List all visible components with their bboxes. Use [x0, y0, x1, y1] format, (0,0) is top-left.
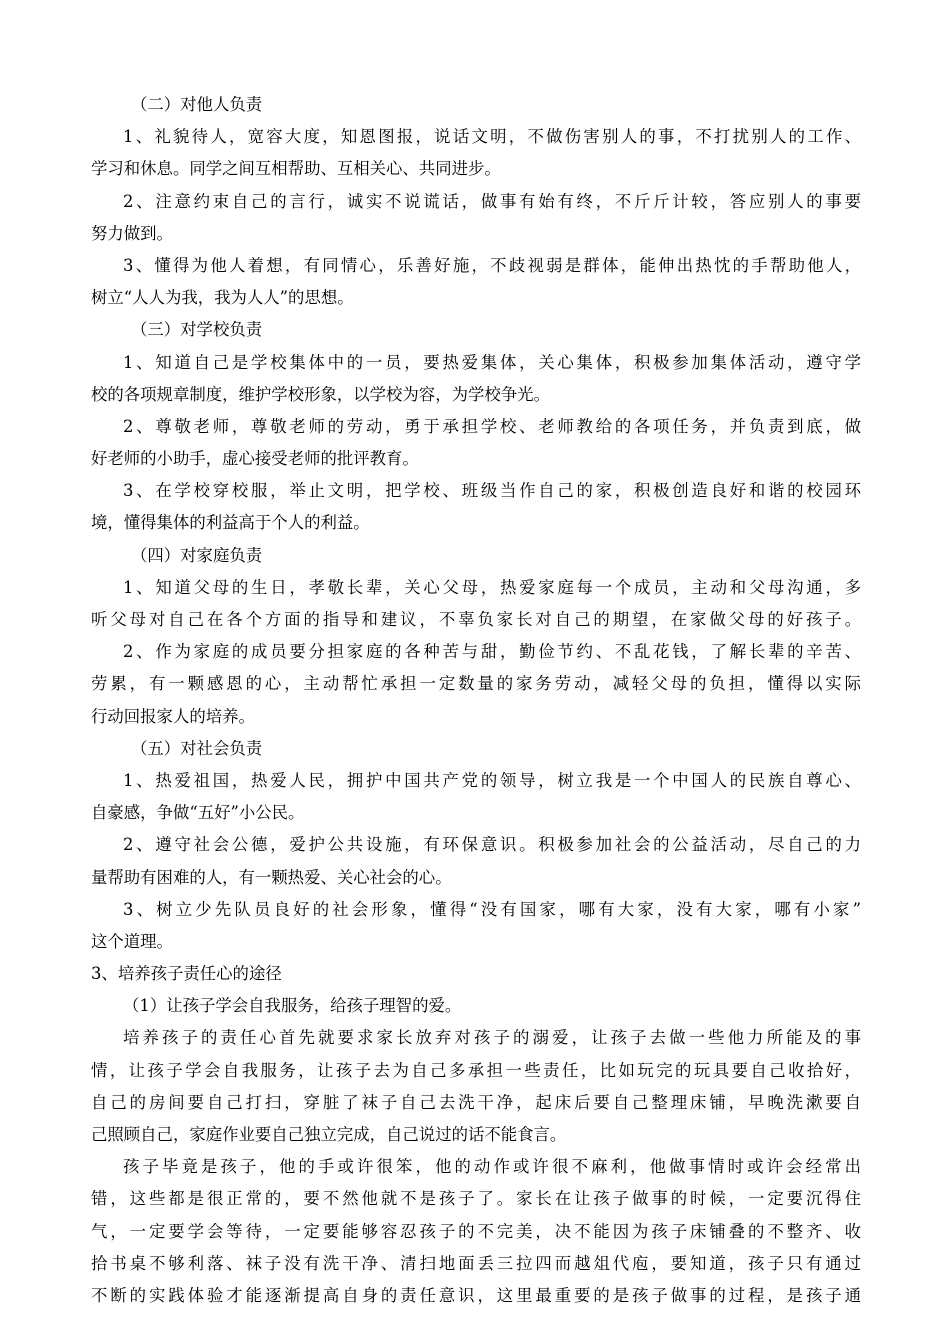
section-heading: （二）对他人负责	[131, 95, 263, 114]
paragraph-line: 好老师的小助手，虚心接受老师的批评教育。	[91, 449, 419, 469]
section-heading: （四）对家庭负责	[131, 545, 263, 565]
paragraph-line: 气，一定要学会等待，一定要能够容忍孩子的不完美，决不能因为孩子床铺叠的不整齐、收	[91, 1221, 861, 1241]
section-heading: （五）对社会负责	[131, 738, 263, 758]
paragraph-line: 境，懂得集体的利益高于个人的利益。	[91, 513, 370, 533]
paragraph-line: （1）让孩子学会自我服务，给孩子理智的爱。	[123, 996, 462, 1016]
paragraph-line: 培养孩子的责任心首先就要求家长放弃对孩子的溺爱，让孩子去做一些他力所能及的事	[123, 1028, 861, 1048]
paragraph-line: 1、知道父母的生日，孝敬长辈，关心父母，热爱家庭每一个成员，主动和父母沟通，多	[123, 577, 861, 597]
document-body	[91, 89, 861, 1312]
paragraph-line: 1、知道自己是学校集体中的一员，要热爱集体，关心集体，积极参加集体活动，遵守学	[123, 352, 861, 372]
paragraph-line: 2、注意约束自己的言行，诚实不说谎话，做事有始有终，不斤斤计较，答应别人的事要	[123, 191, 861, 211]
paragraph-line: 这个道理。	[91, 931, 173, 951]
paragraph-line: 不断的实践体验才能逐渐提高自身的责任意识，这里最重要的是孩子做事的过程，是孩子通	[91, 1285, 861, 1305]
paragraph-line: 行动回报家人的培养。	[91, 706, 255, 726]
paragraph-line: 1、热爱祖国，热爱人民，拥护中国共产党的领导，树立我是一个中国人的民族自尊心、	[123, 770, 861, 790]
paragraph-line: 劳累，有一颗感恩的心，主动帮忙承担一定数量的家务劳动，减轻父母的负担，懂得以实际	[91, 674, 861, 694]
paragraph-line: 2、遵守社会公德，爱护公共设施，有环保意识。积极参加社会的公益活动，尽自己的力	[123, 835, 861, 855]
paragraph-line: 2、作为家庭的成员要分担家庭的各种苦与甜，勤俭节约、不乱花钱，了解长辈的辛苦、	[123, 642, 861, 662]
paragraph-line: 学习和休息。同学之间互相帮助、互相关心、共同进步。	[91, 159, 501, 179]
paragraph-line: 3、懂得为他人着想，有同情心，乐善好施，不歧视弱是群体，能伸出热忱的手帮助他人，	[123, 255, 861, 275]
paragraph-line: 错，这些都是很正常的，要不然他就不是孩子了。家长在让孩子做事的时候，一定要沉得住	[91, 1189, 861, 1209]
paragraph-line: 自己的房间要自己打扫，穿脏了袜子自己去洗干净，起床后要自己整理床铺，早晚洗漱要自	[91, 1092, 861, 1112]
paragraph-line: 听父母对自己在各个方面的指导和建议，不辜负家长对自己的期望，在家做父母的好孩子。	[91, 610, 861, 629]
paragraph-line: 量帮助有困难的人，有一颗热爱、关心社会的心。	[91, 867, 452, 887]
paragraph-line: 孩子毕竟是孩子，他的手或许很笨，他的动作或许很不麻利，他做事情时或许会经常出	[123, 1157, 861, 1177]
section-heading: （三）对学校负责	[131, 320, 263, 340]
paragraph-line: 情，让孩子学会自我服务，让孩子去为自己多承担一些责任，比如玩完的玩具要自己收拾好，	[91, 1060, 861, 1080]
paragraph-line: 努力做到。	[91, 223, 173, 243]
paragraph-line: 1、礼貌待人，宽容大度，知恩图报，说话文明，不做伤害别人的事，不打扰别人的工作、	[123, 127, 861, 147]
paragraph-line: 3、树立少先队员良好的社会形象，懂得“没有国家，哪有大家，没有大家，哪有小家”	[123, 899, 861, 919]
paragraph-line: 3、在学校穿校服，举止文明，把学校、班级当作自己的家，积极创造良好和谐的校园环	[123, 481, 861, 501]
paragraph-line: 校的各项规章制度，维护学校形象，以学校为容，为学校争光。	[91, 384, 550, 404]
paragraph-line: 拾书桌不够利落、袜子没有洗干净、清扫地面丢三拉四而越俎代庖，要知道，孩子只有通过	[91, 1253, 861, 1273]
paragraph-line: 自豪感，争做“五好”小公民。	[91, 803, 305, 823]
paragraph-line: 2、尊敬老师，尊敬老师的劳动，勇于承担学校、老师教给的各项任务，并负责到底，做	[123, 416, 861, 436]
paragraph-line: 树立“人人为我，我为人人”的思想。	[91, 288, 354, 308]
section-title: 3、培养孩子责任心的途径	[91, 964, 282, 984]
paragraph-line: 己照顾自己，家庭作业要自己独立完成，自己说过的话不能食言。	[91, 1125, 567, 1144]
